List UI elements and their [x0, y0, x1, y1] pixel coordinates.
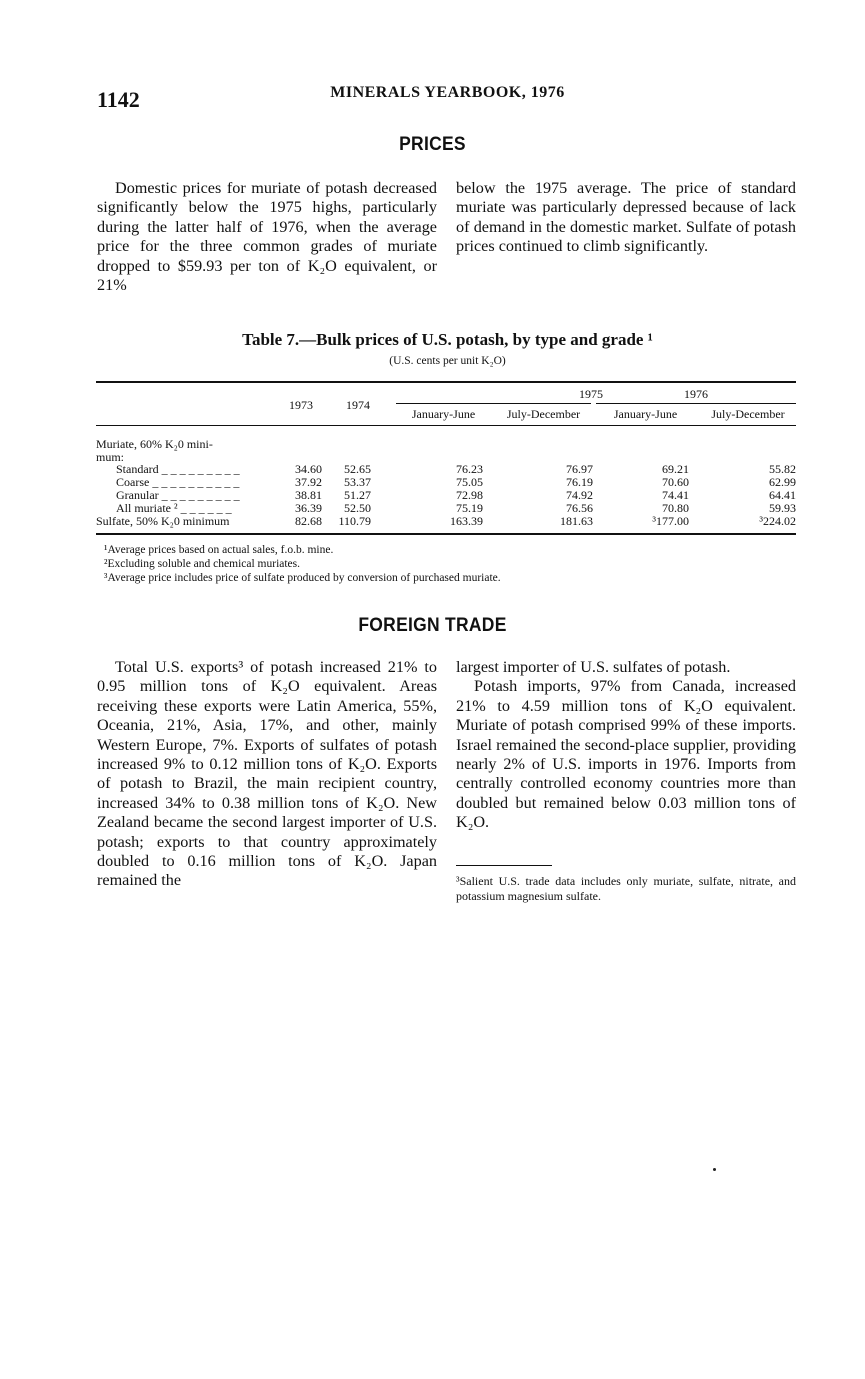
running-title: MINERALS YEARBOOK, 1976	[330, 84, 565, 101]
cell-1975-h2: 76.56	[566, 501, 593, 515]
row-label: Granular _ _ _ _ _ _ _ _ _	[116, 488, 240, 502]
foreign-trade-paragraph-left: Total U.S. exports³ of potash increased 21% to 0.95 million tons of K₂O equivalent. Areas receiving these exports were Latin America, 55%, Oceania, 21%, Asia, 17%, and other, mainly Western Europe, 7%. Exports of sulfates of potash increased 9% to 0.12 million tons of K₂O. Exports of potash to Brazil, the main recipient country, increased 34% to 0.38 million tons of K₂O. New Zealand became the second largest importer of U.S. potash; exports to that country approximately doubled to 0.16 million tons of K₂O. Japan remained the	[97, 658, 437, 890]
speck-mark	[713, 1168, 716, 1171]
cell-1976-h2: 62.99	[769, 475, 796, 489]
table-unit: (U.S. cents per unit K₂O)	[389, 355, 506, 367]
cell-1975-h1: 75.05	[456, 475, 483, 489]
foreign-trade-paragraph-right-1: largest importer of U.S. sulfates of potash.	[456, 658, 731, 676]
column-header-1974: 1974	[346, 398, 370, 412]
column-header-1976-jul-dec: July-December	[711, 407, 785, 421]
cell-1973: 38.81	[295, 488, 322, 502]
cell-1976-h1: ³177.00	[652, 514, 689, 528]
table-title: Table 7.—Bulk prices of U.S. potash, by type and grade ¹	[242, 330, 653, 349]
cell-1976-h1: 69.21	[662, 462, 689, 476]
table-footnote: ³Average price includes price of sulfate produced by conversion of purchased muriate.	[104, 572, 501, 584]
page-number: 1142	[97, 87, 140, 112]
table-footnote: ²Excluding soluble and chemical muriates.	[104, 558, 301, 570]
cell-1976-h2: 59.93	[769, 501, 796, 515]
rule-1975	[396, 403, 591, 404]
cell-1975-h1: 75.19	[456, 501, 483, 515]
cell-1974: 52.50	[344, 501, 371, 515]
column-header-1976-jan-jun: January-June	[613, 407, 678, 421]
table-footnotes	[104, 543, 501, 585]
cell-1973: 82.68	[295, 514, 322, 528]
cell-1974: 53.37	[344, 475, 371, 489]
cell-1976-h1: 74.41	[662, 488, 689, 502]
cell-1973: 37.92	[295, 475, 322, 489]
cell-1976-h2: 55.82	[769, 462, 796, 476]
cell-1976-h2: ³224.02	[759, 514, 796, 528]
cell-1976-h1: 70.80	[662, 501, 689, 515]
table-footnote: ¹Average prices based on actual sales, f.o.b. mine.	[104, 544, 334, 556]
prices-left-column	[97, 179, 437, 295]
foreign-trade-right-column	[456, 658, 796, 833]
table-top-rule	[96, 381, 796, 383]
header-bottom-rule	[96, 425, 796, 426]
row-label: All muriate ² _ _ _ _ _ _	[116, 501, 232, 515]
column-group-1976: 1976	[684, 387, 708, 401]
cell-1975-h2: 74.92	[566, 488, 593, 502]
cell-1975-h1: 76.23	[456, 462, 483, 476]
trade-footnote: ³Salient U.S. trade data includes only muriate, sulfate, nitrate, and potassium magnesium sulfate.	[456, 874, 796, 903]
foreign-trade-paragraph-right-2: Potash imports, 97% from Canada, increased 21% to 4.59 million tons of K₂O equivalent. Muriate of potash comprised 99% of these imports. Israel remained the second-place supplier, providing nearly 2% of U.S. imports in 1976. Imports from centrally controlled economy countries more than doubled but remained below 0.03 million tons of K₂O.	[456, 677, 796, 832]
cell-1974: 110.79	[338, 514, 371, 528]
row-group-label: Muriate, 60% K₂0 mini-	[96, 437, 213, 451]
cell-1973: 34.60	[295, 462, 322, 476]
prices-heading: PRICES	[399, 134, 466, 155]
row-label: Sulfate, 50% K₂0 minimum	[96, 514, 230, 528]
column-header-1975-jan-jun: January-June	[411, 407, 476, 421]
cell-1975-h2: 76.19	[566, 475, 593, 489]
cell-1975-h2: 181.63	[560, 514, 593, 528]
cell-1976-h1: 70.60	[662, 475, 689, 489]
prices-paragraph-right: below the 1975 average. The price of standard muriate was particularly depressed because of lack of demand in the domestic market. Sulfate of potash prices continued to climb significantly.	[456, 179, 796, 256]
row-label: Coarse _ _ _ _ _ _ _ _ _ _	[116, 475, 240, 489]
cell-1976-h2: 64.41	[769, 488, 796, 502]
footnote-rule	[456, 865, 552, 866]
column-group-1975: 1975	[579, 387, 603, 401]
foreign-trade-heading: FOREIGN TRADE	[358, 615, 507, 636]
cell-1975-h2: 76.97	[566, 462, 593, 476]
cell-1974: 52.65	[344, 462, 371, 476]
cell-1974: 51.27	[344, 488, 371, 502]
cell-1973: 36.39	[295, 501, 322, 515]
row-group-label-cont: mum:	[96, 450, 125, 464]
cell-1975-h1: 72.98	[456, 488, 483, 502]
prices-paragraph-left: Domestic prices for muriate of potash decreased significantly below the 1975 highs, particularly during the latter half of 1976, when the average price for the three common grades of muriate dropped to $59.93 per ton of K₂O equivalent, or 21%	[97, 179, 437, 295]
row-label: Standard _ _ _ _ _ _ _ _ _	[116, 462, 240, 476]
cell-1975-h1: 163.39	[450, 514, 483, 528]
prices-right-column	[456, 179, 796, 257]
table-bottom-rule	[96, 533, 796, 535]
rule-1976	[596, 403, 796, 404]
column-header-1975-jul-dec: July-December	[506, 407, 581, 421]
foreign-trade-left-column	[97, 658, 437, 891]
column-header-1973: 1973	[289, 398, 313, 412]
